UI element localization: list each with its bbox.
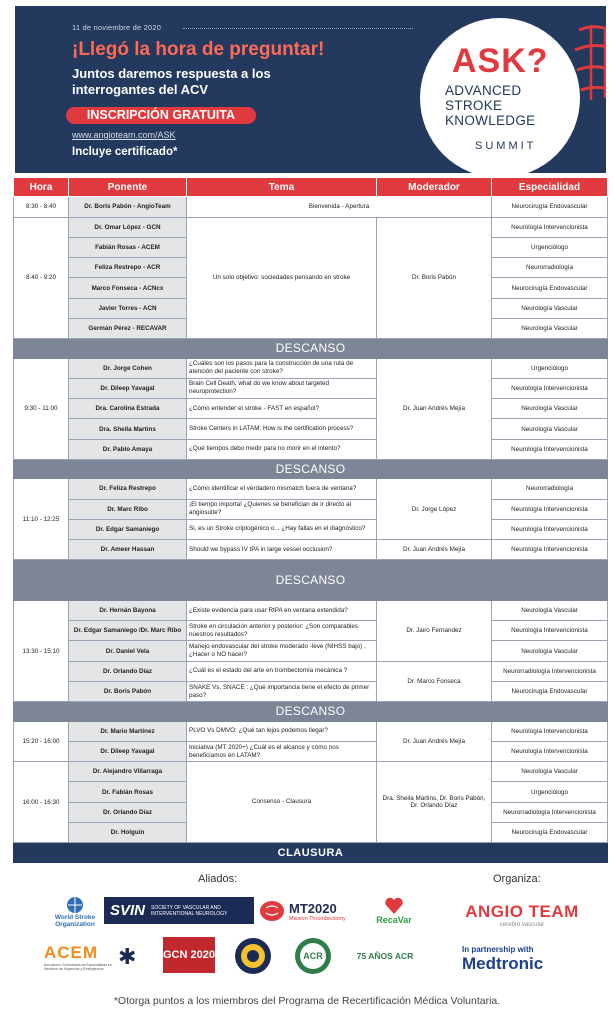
recavar-name: RecaVar	[376, 915, 412, 925]
specialty-cell: Neurorradiología	[492, 258, 608, 278]
event-title: ¡Llegó la hora de preguntar!	[72, 39, 325, 60]
footnote: *Otorga puntos a los miembros del Programa de Recertificación Médica Voluntaria.	[113, 995, 501, 1007]
speaker-cell: Dr. Jorge Cohen	[69, 358, 187, 378]
topic-cell: Stroke en circulación anterior y posterior: ¿Son comparables nuestros resultados?	[187, 621, 377, 641]
speaker-cell: Germán Pérez - RECAVAR	[69, 318, 187, 338]
mt2020-logo	[259, 895, 367, 927]
partnership-text: In partnership with	[462, 944, 534, 954]
heart-brain-icon	[384, 897, 404, 915]
svin-logo	[104, 897, 254, 924]
column-header-tema: Tema	[187, 178, 377, 197]
break-label: DESCANSO	[14, 560, 608, 601]
topic-cell: SNAKE Vs. SNACE : ¿Qué importancia tiene el efecto de primer paso?	[187, 682, 377, 702]
time-cell: 9:30 - 11:00	[14, 358, 69, 459]
organizer-heading: Organiza:	[493, 873, 541, 885]
topic-cell: Stroke Centers in LATAM: How is the certification process?	[187, 419, 377, 439]
specialty-cell: Neurología Vascular	[492, 762, 608, 782]
ask-logo-words	[445, 83, 535, 128]
seal-icon	[233, 936, 273, 976]
break-label: DESCANSO	[14, 459, 608, 478]
moderator-cell: Dr. Juan Andrés Mejía	[377, 540, 492, 560]
table-row	[14, 621, 608, 641]
table-row	[14, 439, 608, 459]
topic-cell: Iniciativa (MT 2020+) ¿Cuál es el alcance y cómo nos beneficiamos en LATAM?	[187, 741, 377, 761]
moderator-cell: Dr. Jorge López	[377, 479, 492, 540]
topic-cell: ¡El tiempo importa! ¿Quienes se benefician de ir directo al angiosuite?	[187, 499, 377, 519]
agenda-table	[13, 177, 608, 863]
specialty-cell: Neurología Vascular	[492, 318, 608, 338]
speaker-cell: Fabián Rosas - ACEM	[69, 237, 187, 257]
speaker-cell: Dr. Orlando Díaz	[69, 661, 187, 681]
table-row	[14, 399, 608, 419]
speaker-cell: Dr. Omar López - GCN	[69, 217, 187, 237]
table-row	[14, 519, 608, 539]
specialty-cell: Neurorradiología Intervencionista	[492, 661, 608, 681]
break-label: DESCANSO	[14, 702, 608, 721]
specialty-cell: Neurología Vascular	[492, 399, 608, 419]
allies-heading: Aliados:	[198, 873, 238, 885]
moderator-cell: Dr. Boris Pabón	[377, 217, 492, 339]
speaker-cell: Dra. Sheila Martins	[69, 419, 187, 439]
specialty-cell: Neurología Intervencionista	[492, 621, 608, 641]
speaker-cell: Dr. Holguín	[69, 823, 187, 843]
table-row	[14, 600, 608, 620]
table-row	[14, 762, 608, 782]
specialty-cell: Neurología Intervencionista	[492, 741, 608, 761]
speaker-cell: Dr. Orlando Díaz	[69, 802, 187, 822]
specialty-cell: Neurología Vascular	[492, 298, 608, 318]
angioteam-name: ANGIO TEAM	[465, 902, 579, 921]
speaker-cell: Dr. Mario Martínez	[69, 721, 187, 741]
angioteam-tagline: cerebro vascular	[499, 922, 545, 928]
specialty-cell: Neurología Intervencionista	[492, 378, 608, 398]
event-url-link[interactable]: www.angioteam.com/ASK	[72, 130, 176, 140]
logo-word-stroke: STROKE	[445, 98, 503, 113]
table-row	[14, 479, 608, 499]
speaker-cell: Dr. Alejandro Villarraga	[69, 762, 187, 782]
column-header-hora: Hora	[14, 178, 69, 197]
gcn-name: GCN 2020	[163, 949, 215, 961]
topic-cell: ¿Cuál es el estado del arte en trombectomía mecánica ?	[187, 661, 377, 681]
table-row	[14, 721, 608, 741]
mt2020-sub: Mission Thrombectomy	[289, 915, 346, 922]
speaker-cell: Marco Fonseca - ACNcx	[69, 278, 187, 298]
moderator-cell: Dr. Marco Fonseca	[377, 661, 492, 702]
table-header-row	[14, 178, 608, 197]
acem-acronym: ACEM	[44, 943, 99, 962]
wso-name: World Stroke Organization	[54, 914, 96, 928]
globe-icon	[64, 896, 86, 914]
speaker-cell: Dr. Edgar Samaniego /Dr. Marc Ribo	[69, 621, 187, 641]
specialty-cell: Neurología Intervencionista	[492, 217, 608, 237]
table-row	[14, 197, 608, 217]
ask-logo-text: ASK?	[452, 42, 549, 80]
topic-cell: Brain Cell Death, what do we know about targeted neuroprotection?	[187, 378, 377, 398]
speaker-cell: Dr. Dileep Yavagal	[69, 378, 187, 398]
table-row	[14, 682, 608, 702]
break-row	[14, 339, 608, 358]
specialty-cell: Urgenciólogo	[492, 782, 608, 802]
topic-cell: Consenso - Clausura	[187, 762, 377, 843]
summit-word: SUMMIT	[475, 140, 537, 152]
break-row	[14, 702, 608, 721]
free-registration-badge[interactable]: INSCRIPCIÓN GRATUITA	[66, 107, 256, 124]
acr-75-name: 75 AÑOS ACR	[356, 951, 414, 961]
column-header-ponente: Ponente	[69, 178, 187, 197]
time-cell: 13:30 - 15:10	[14, 600, 69, 701]
topic-cell: Si, es un Stroke criptogénico o... ¿Hay fallas en el diagnóstico?	[187, 519, 377, 539]
specialty-cell: Neurología Intervencionista	[492, 499, 608, 519]
break-row	[14, 459, 608, 478]
table-row	[14, 217, 608, 237]
star-of-life-icon: ✱	[118, 944, 137, 969]
topic-cell: ¿Cómo identificar el verdadero mismatch fuera de ventana?	[187, 479, 377, 499]
speaker-cell: Dr. Dileep Yavagal	[69, 741, 187, 761]
recavar-logo	[371, 893, 417, 929]
event-subtitle: Juntos daremos respuesta a los interrogantes del ACV	[72, 66, 271, 97]
neurology-seal-logo	[230, 935, 276, 977]
time-cell: 8:40 - 9:20	[14, 217, 69, 339]
speaker-cell: Dr. Hernán Bayona	[69, 600, 187, 620]
speaker-cell: Feliza Restrepo - ACR	[69, 258, 187, 278]
time-cell: 15:20 - 16:00	[14, 721, 69, 762]
specialty-cell: Neurología Intervencionista	[492, 439, 608, 459]
specialty-cell: Urgenciólogo	[492, 358, 608, 378]
angioteam-logo	[462, 895, 582, 935]
time-cell: 8:30 - 8:40	[14, 197, 69, 217]
table-row	[14, 499, 608, 519]
specialty-cell: Neurología Vascular	[492, 419, 608, 439]
specialty-cell: Neurocirugía Endovascular	[492, 197, 608, 217]
time-cell: 11:10 - 12:25	[14, 479, 69, 560]
acem-logo	[44, 937, 152, 977]
topic-cell: Manejo endovascular del stroke moderado -leve (NIHSS bajo) , ¿Hacer o NO hacer?	[187, 641, 377, 661]
moderator-cell: Dr. Juan Andrés Mejía	[377, 721, 492, 762]
moderator-cell: Dr. Juan Andrés Mejía	[377, 358, 492, 459]
time-cell: 16:00 - 16:30	[14, 762, 69, 843]
event-date: 11 de noviembre de 2020	[72, 23, 162, 32]
specialty-cell: Neurorradiología	[492, 479, 608, 499]
speaker-cell: Dr. Boris Pabón - AngioTeam	[69, 197, 187, 217]
logo-word-advanced: ADVANCED	[445, 83, 522, 98]
topic-cell: PLVO Vs DMVO: ¿Qué tan lejos podemos llegar?	[187, 721, 377, 741]
break-row	[14, 560, 608, 601]
logo-word-knowledge: KNOWLEDGE	[445, 113, 536, 128]
table-row	[14, 741, 608, 761]
mt2020-name: MT2020	[289, 900, 337, 916]
table-row	[14, 419, 608, 439]
speaker-cell: Dr. Edgar Samaniego	[69, 519, 187, 539]
specialty-cell: Neurología Intervencionista	[492, 519, 608, 539]
speaker-cell: Dr. Pablo Amaya	[69, 439, 187, 459]
speaker-cell: Dr. Marc Ribo	[69, 499, 187, 519]
specialty-cell: Neurocirugía Endovascular	[492, 278, 608, 298]
table-row	[14, 661, 608, 681]
moderator-cell: Dra. Sheila Martins, Dr. Boris Pabón, Dr. Orlando Díaz	[377, 762, 492, 843]
speaker-cell: Dr. Daniel Vela	[69, 641, 187, 661]
certificate-note: Incluye certificado*	[72, 146, 178, 158]
specialty-cell: Neurorradiología Intervencionista	[492, 802, 608, 822]
specialty-cell: Neurología Intervencionista	[492, 540, 608, 560]
acem-fullname: Asociación Colombiana de Especialistas en Medicina de Urgencias y Emergencias	[44, 963, 112, 971]
break-label: DESCANSO	[14, 339, 608, 358]
speaker-cell: Dra. Carolina Estrada	[69, 399, 187, 419]
table-row	[14, 641, 608, 661]
speaker-cell: Dr. Fabián Rosas	[69, 782, 187, 802]
brain-icon	[259, 898, 285, 924]
column-header-moderador: Moderador	[377, 178, 492, 197]
specialty-cell: Neurocirugía Endovascular	[492, 682, 608, 702]
table-row	[14, 358, 608, 378]
specialty-cell: Neurocirugía Endovascular	[492, 823, 608, 843]
topic-cell: ¿Cuáles son los pasos para la construcción de una ruta de atención del paciente con stroke?	[187, 358, 377, 378]
topic-cell: ¿Cómo entender el stroke - FAST en español?	[187, 399, 377, 419]
speaker-cell: Javier Torres - ACN	[69, 298, 187, 318]
acr-logo	[290, 935, 336, 977]
closing-row	[14, 843, 608, 863]
speaker-cell: Dr. Boris Pabón	[69, 682, 187, 702]
topic-cell: Should we bypass IV tPA in large vessel occlusion?	[187, 540, 377, 560]
topic-cell: Bienvenida - Apertura	[187, 197, 492, 217]
table-row	[14, 540, 608, 560]
column-header-especialidad: Especialidad	[492, 178, 608, 197]
moderator-cell: Dr. Jairo Fernandez	[377, 600, 492, 661]
speaker-cell: Dr. Feliza Restrepo	[69, 479, 187, 499]
svin-acronym: SVIN	[110, 902, 146, 919]
topic-cell: Un solo objetivo: sociedades pensando en stroke	[187, 217, 377, 339]
specialty-cell: Neurología Intervencionista	[492, 721, 608, 741]
acr-name: ACR	[303, 951, 323, 961]
specialty-cell: Neurología Vascular	[492, 600, 608, 620]
closing-label: CLAUSURA	[14, 843, 608, 863]
specialty-cell: Neurología Vascular	[492, 641, 608, 661]
dotted-divider	[183, 28, 413, 29]
topic-cell: ¿Qué tiempos debo medir para no morir en el intento?	[187, 439, 377, 459]
table-row	[14, 378, 608, 398]
acr-75-logo	[353, 936, 417, 976]
medtronic-logo	[462, 940, 582, 978]
medtronic-name: Medtronic	[462, 953, 544, 973]
topic-cell: ¿Existe evidencia para usar RtPA en ventana extendida?	[187, 600, 377, 620]
specialty-cell: Urgenciólogo	[492, 237, 608, 257]
wso-logo	[44, 892, 106, 932]
svin-fullname: SOCIETY OF VASCULAR AND INTERVENTIONAL NEUROLOGY	[151, 904, 228, 917]
speaker-cell: Dr. Ameer Hassan	[69, 540, 187, 560]
brain-line-art-icon	[571, 20, 606, 110]
event-header	[15, 6, 606, 173]
gcn-logo	[163, 937, 215, 973]
